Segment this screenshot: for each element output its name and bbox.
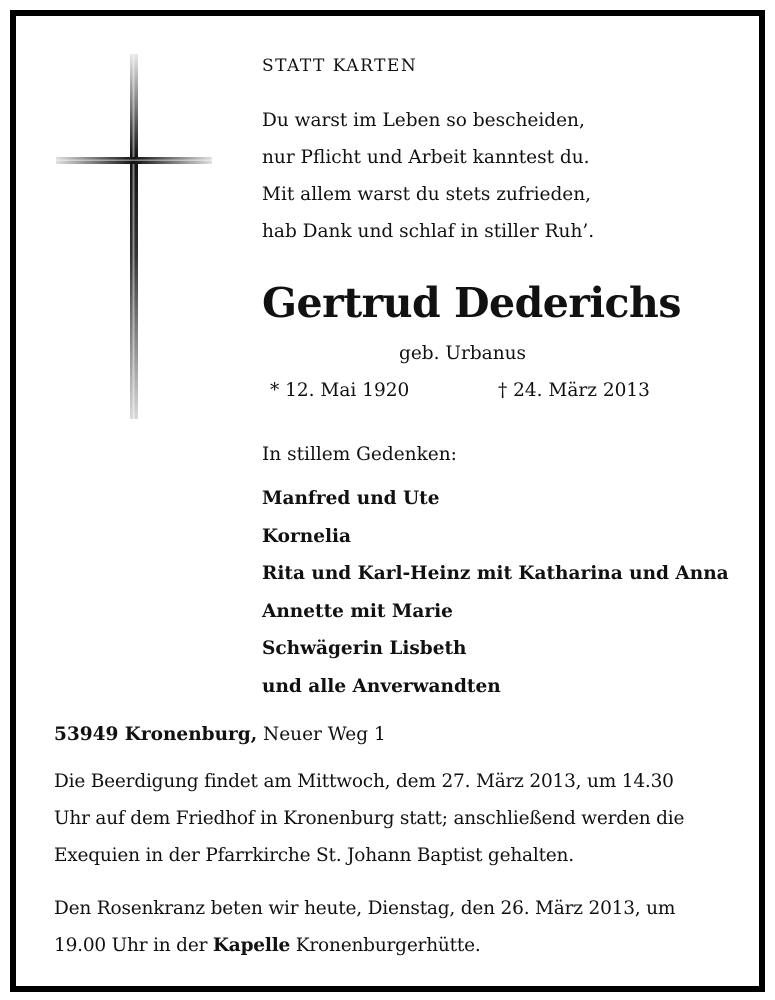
funeral-line: Die Beerdigung findet am Mittwoch, dem 27. März 2013, um 14.30 [54,771,674,792]
rosary-line: Den Rosenkranz beten wir heute, Dienstag, den 26. März 2013, um [54,898,676,919]
mourner-item: Kornelia [262,525,352,547]
mourner-item: Annette mit Marie [262,600,453,622]
funeral-line: Uhr auf dem Friedhof in Kronenburg statt; anschließend werden die [54,808,685,829]
mourner-item: Rita und Karl-Heinz mit Katharina und Anna [262,563,729,585]
rosary-time: 19.00 Uhr in der [54,935,213,956]
poem [262,102,594,250]
memory-label: In stillem Gedenken: [262,444,457,465]
rosary-place: Kronenburgerhütte. [290,935,481,956]
maiden-name: geb. Urbanus [399,343,527,364]
cross-icon [56,54,216,419]
poem-line: hab Dank und schlaf in stiller Ruh’. [262,221,595,242]
address [54,724,386,745]
deceased-name: Gertrud Dederichs [262,279,681,327]
poem-line: Du warst im Leben so bescheiden, [262,110,585,131]
mourner-item: Schwägerin Lisbeth [262,638,467,660]
rosary-line [54,927,734,964]
funeral-notice [54,763,734,874]
poem-line: Mit allem warst du stets zufrieden, [262,184,592,205]
rosary-chapel: Kapelle [212,935,291,956]
poem-line: nur Pflicht und Arbeit kanntest du. [262,147,590,168]
mourners-list [262,480,729,706]
mourner-item: Manfred und Ute [262,488,440,509]
mourner-item: und alle Anverwandten [262,675,501,697]
obituary-frame [10,10,765,992]
header-statt-karten: STATT KARTEN [262,56,418,76]
funeral-line: Exequien in der Pfarrkirche St. Johann Baptist gehalten. [54,845,574,866]
birth-date: * 12. Mai 1920 [270,380,410,401]
death-date: † 24. März 2013 [498,380,650,401]
address-street: Neuer Weg 1 [257,724,386,745]
address-city: 53949 Kronenburg, [54,724,258,745]
rosary-notice [54,890,734,964]
